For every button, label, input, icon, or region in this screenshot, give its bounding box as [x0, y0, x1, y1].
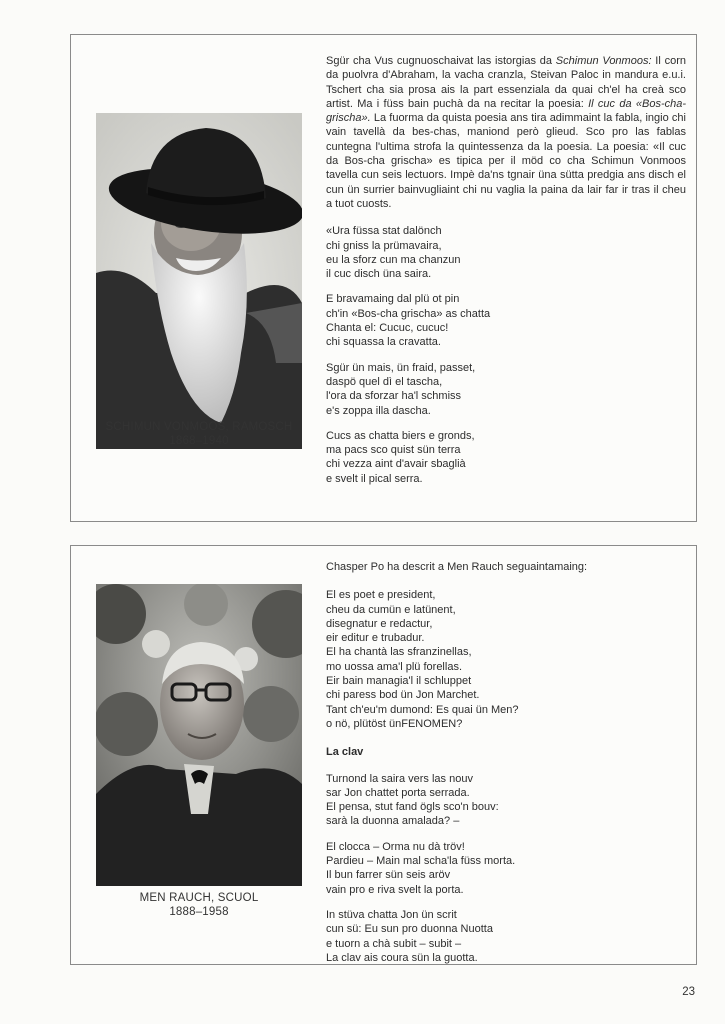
- portrait-photo-vonmoos: [96, 113, 302, 449]
- prose-text: Sgür cha Vus cugnuoschaivat las istorgias da: [326, 55, 556, 67]
- verse-line: cheu da cumün e latünent,: [326, 603, 456, 616]
- verse-line: Chanta el: Cucuc, cucuc!: [326, 322, 449, 335]
- prose-text: Il corn da puolvra d'Abraham, la vacha cranzla, Steivan Paloc in mandura e.u.i. Tschert cha sia prosa ais la part essenziala da quai ch'el ha creà sco artist. Ma i füss bain puchà da na recitar la poesia:: [326, 55, 687, 110]
- intro-paragraph: [326, 54, 686, 211]
- verse-line: mo uossa ama'l plü forellas.: [326, 660, 462, 673]
- verse-line: El es poet e president,: [326, 589, 436, 602]
- verse-line: Tant ch'eu'm dumond: Es quai ün Men?: [326, 703, 519, 716]
- section-rauch: [70, 545, 697, 965]
- verse-line: El pensa, stut fand ögls sco'n bouv:: [326, 801, 499, 814]
- portrait-image: [96, 113, 302, 449]
- caption-name: SCHIMUN VONMOOS, RAMOSCH: [105, 421, 293, 433]
- verse-line: o nö, plütöst ünFENOMEN?: [326, 717, 463, 730]
- poem-stanza: [326, 292, 686, 349]
- verse-line: sarà la duonna amalada? –: [326, 815, 460, 828]
- verse-line: cun sü: Eu sun pro duonna Nuotta: [326, 923, 493, 936]
- verse-line: Turnond la saira vers las nouv: [326, 772, 473, 785]
- verse-line: eu la sforz cun ma chanzun: [326, 253, 461, 266]
- verse-line: Il bun farrer sün seis aröv: [326, 869, 451, 882]
- verse-line: chi gniss la prümavaira,: [326, 239, 442, 252]
- portrait-image: [96, 584, 302, 886]
- verse-line: e tuorn a chà subit – subit –: [326, 937, 462, 950]
- verse-line: l'ora da sforzar ha'l schmiss: [326, 390, 462, 403]
- verse-line: chi paress bod ün Jon Marchet.: [326, 689, 480, 702]
- verse-line: E bravamaing dal plü ot pin: [326, 293, 460, 306]
- poem-stanza: [326, 908, 686, 965]
- page-number: 23: [682, 986, 695, 998]
- verse-line: chi vezza aint d'avair sbaglià: [326, 458, 466, 471]
- caption-name: MEN RAUCH, SCUOL: [139, 892, 259, 904]
- text-column-vonmoos: [326, 54, 686, 486]
- author-name-italic: Schimun Vonmoos:: [555, 55, 652, 67]
- verse-line: Cucs as chatta biers e gronds,: [326, 429, 475, 442]
- verse-line: El clocca – Orma nu dà tröv!: [326, 840, 465, 853]
- verse-line: In stüva chatta Jon ün scrit: [326, 908, 457, 921]
- verse-block: [326, 588, 686, 731]
- verse-line: daspö quel dì el tascha,: [326, 375, 443, 388]
- poem-title: La clav: [326, 746, 364, 759]
- prose-text: La fuorma da quista poesia ans tira adimmaint la fabla, ingio chi vain tavellà da bes-chas, maniond però glieud. Sco pro las fablas cuntegna l'ultima strofa la quintessenza da la poesia. La poesia: «Il cuc da Bos-cha grischa» es tipica per il möd co cha Schimun Vonmoos tavella cun seis lectuors. Impè da'ns tgnair üna sütta predgia ans disch el cun ün surrier bainvugliaint chi nu vaglia la paina da lair far ir tras il cheu a tuot cuosts.: [326, 112, 686, 210]
- verse-line: Pardieu – Main mal scha'la füss morta.: [326, 855, 516, 868]
- verse-line: vain pro e riva svelt la porta.: [326, 883, 464, 896]
- verse-line: sar Jon chattet porta serrada.: [326, 786, 470, 799]
- verse-line: disegnatur e redactur,: [326, 617, 433, 630]
- poem-stanza: [326, 224, 686, 281]
- verse-line: El ha chantà las sfranzinellas,: [326, 646, 472, 659]
- text-column-rauch: [326, 560, 686, 965]
- verse-line: «Ura füssa stat dalönch: [326, 225, 442, 238]
- verse-line: eir editur e trubadur.: [326, 632, 425, 645]
- section-vonmoos: [70, 34, 697, 522]
- portrait-caption-vonmoos: [86, 420, 312, 448]
- portrait-photo-rauch: [96, 584, 302, 886]
- intro-line: Chasper Po ha descrit a Men Rauch seguaintamaing:: [326, 561, 588, 573]
- verse-line: chi squassa la cravatta.: [326, 336, 441, 349]
- verse-line: e's zoppa illa dascha.: [326, 404, 431, 417]
- portrait-caption-rauch: [86, 891, 312, 919]
- poem-stanza: [326, 772, 686, 829]
- poem-stanza: [326, 840, 686, 897]
- verse-line: La clav ais coura sün la guotta.: [326, 951, 478, 964]
- verse-line: ch'in «Bos-cha grischa» as chatta: [326, 307, 491, 320]
- poem-title-italic: Il cuc da «Bos-cha-grischa».: [326, 97, 687, 125]
- caption-years: 1868–1940: [169, 435, 229, 447]
- poem-stanza: [326, 361, 686, 418]
- verse-line: e svelt il pical serra.: [326, 472, 423, 485]
- verse-line: Eir bain managia'l il schluppet: [326, 675, 472, 688]
- verse-line: Sgür ün mais, ün fraid, passet,: [326, 361, 476, 374]
- poem-stanza: [326, 429, 686, 486]
- verse-line: ma pacs sco quist sün terra: [326, 444, 461, 457]
- caption-years: 1888–1958: [169, 906, 229, 918]
- verse-line: il cuc disch üna saira.: [326, 268, 432, 281]
